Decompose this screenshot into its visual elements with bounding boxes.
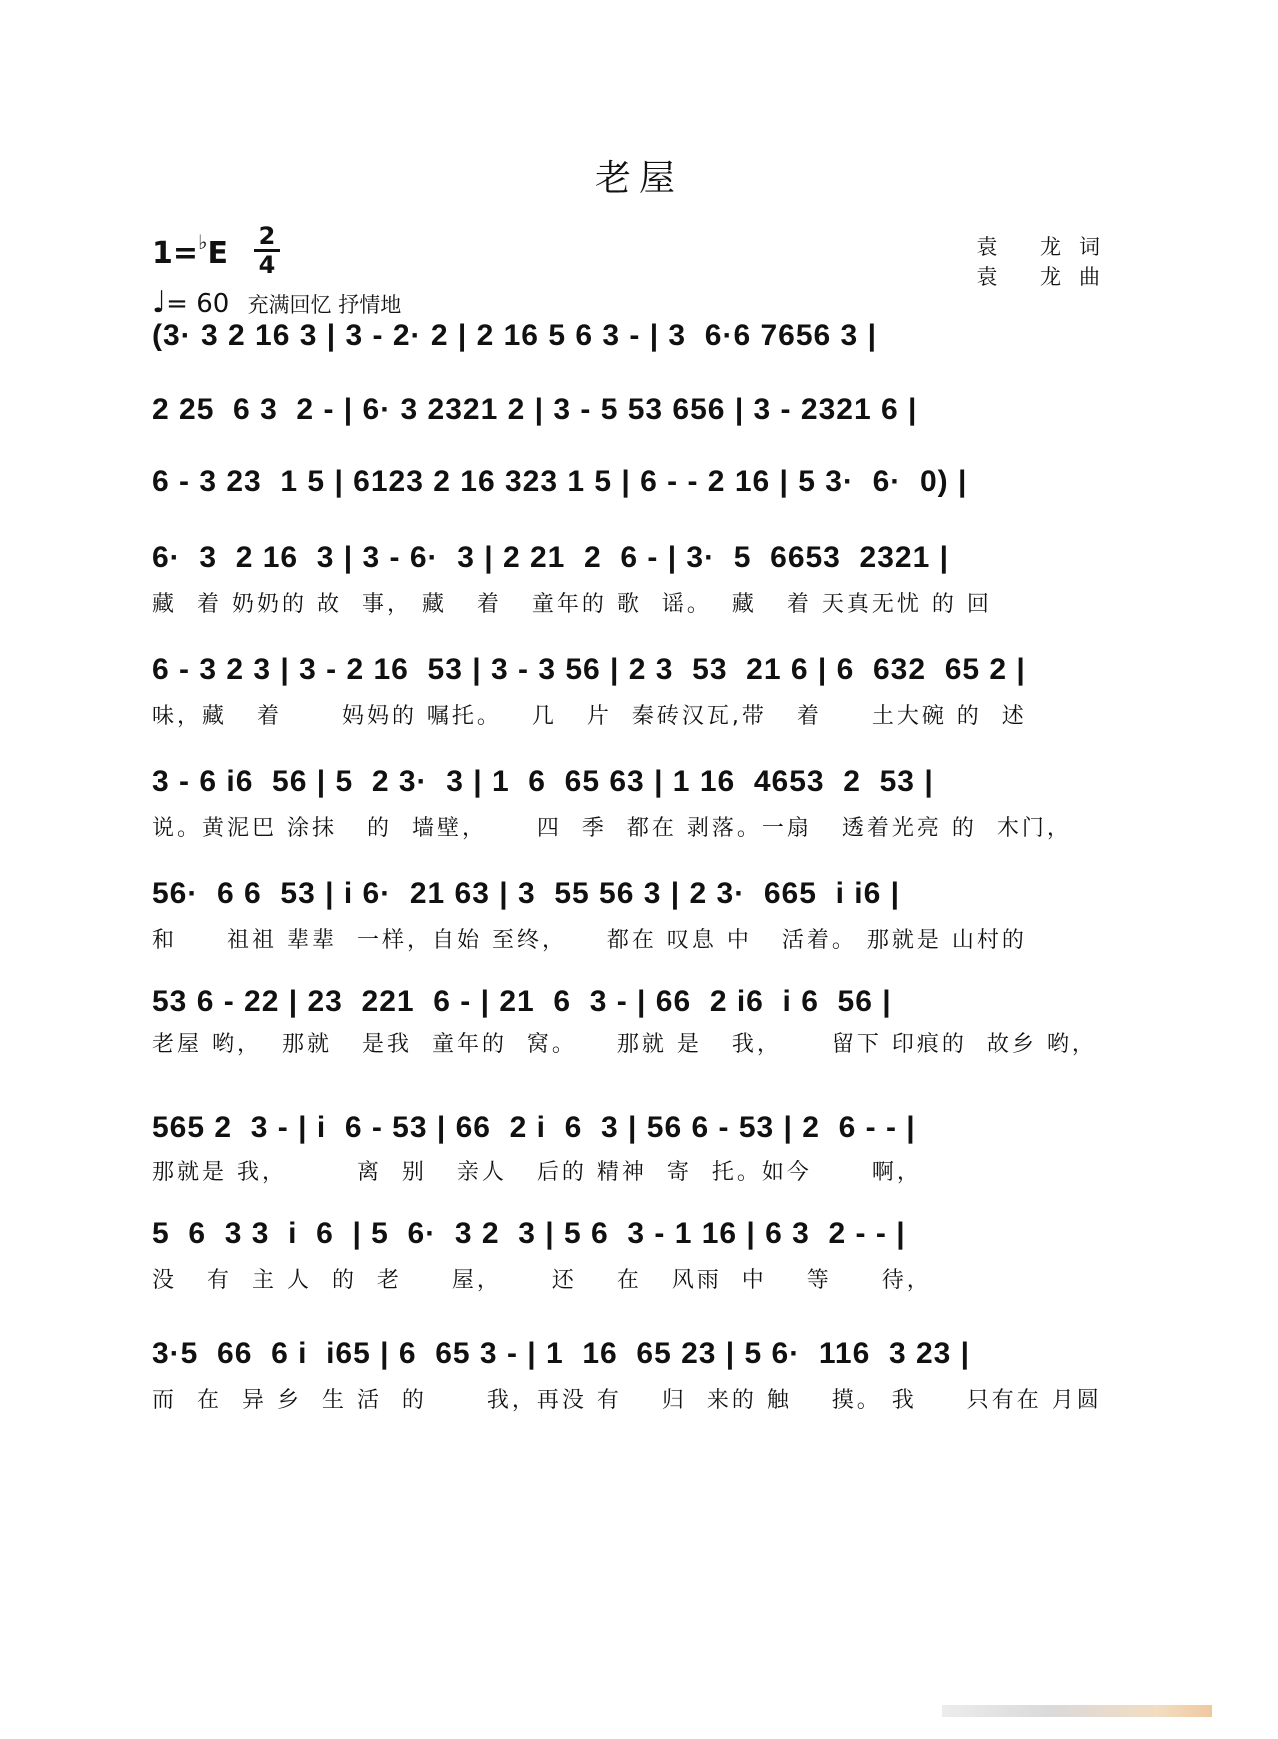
lyric-line: 味，藏 着 妈妈的 嘱托。 几 片 秦砖汉瓦,带 着 土大碗 的 述 (152, 704, 1027, 729)
notation-line: 565 2 3 - | i 6 - 53 | 66 2 i 6 3 | 56 6 - 53 | 2 6 - - | (152, 1111, 916, 1144)
lyric-line: 没 有 主 人 的 老 屋， 还 在 风雨 中 等 待， (152, 1268, 932, 1293)
key-prefix: 1= (152, 236, 199, 271)
watermark-strip (942, 1705, 1212, 1717)
lyric-line: 和 祖祖 辈辈 一样，自始 至终， 都在 叹息 中 活着。 那就是 山村的 (152, 928, 1027, 953)
notation-line: 3 - 6 i6 56 | 5 2 3· 3 | 1 6 65 63 | 1 16 4653 2 53 | (152, 765, 934, 798)
notation-line: 6· 3 2 16 3 | 3 - 6· 3 | 2 21 2 6 - | 3· 5 6653 2321 | (152, 541, 950, 574)
notation-line: 53 6 - 22 | 23 221 6 - | 21 6 3 - | 66 2 i6 i 6 56 | (152, 985, 892, 1018)
lyricist: 袁 龙词 (976, 235, 1118, 259)
notation-line: 6 - 3 23 1 5 | 6123 2 16 323 1 5 | 6 - - 2 16 | 5 3· 6· 0) | (152, 465, 968, 498)
lyric-line: 老屋 哟， 那就 是我 童年的 窝。 那就 是 我， 留下 印痕的 故乡 哟， (152, 1032, 1097, 1057)
notation-line: 2 25 6 3 2 - | 6· 3 2321 2 | 3 - 5 53 656 | 3 - 2321 6 | (152, 393, 918, 426)
lyric-line: 藏 着 奶奶的 故 事， 藏 着 童年的 歌 谣。 藏 着 天真无忧 的 回 (152, 592, 992, 617)
notation-line: (3· 3 2 16 3 | 3 - 2· 2 | 2 16 5 6 3 - | 3 6·6 7656 3 | (152, 319, 877, 352)
tempo-value: = 60 (166, 289, 230, 319)
credits (976, 232, 1118, 292)
flat-sign: ♭ (198, 230, 208, 254)
time-signature (254, 224, 280, 277)
meter-bottom: 4 (258, 251, 276, 279)
lyric-line: 而 在 异 乡 生 活 的 我，再没 有 归 来的 触 摸。 我 只有在 月圆 (152, 1388, 1102, 1413)
notation-line: 56· 6 6 53 | i 6· 21 63 | 3 55 56 3 | 2 3· 665 i i6 | (152, 877, 901, 910)
composer: 袁 龙曲 (976, 265, 1118, 289)
song-title: 老屋 (594, 158, 683, 199)
meter-top: 2 (258, 222, 276, 250)
notation-line: 5 6 3 3 i 6 | 5 6· 3 2 3 | 5 6 3 - 1 16 | 6 3 2 - - | (152, 1217, 906, 1250)
notation-line: 3·5 66 6 i i65 | 6 65 3 - | 1 16 65 23 | 5 6· 116 3 23 | (152, 1337, 971, 1370)
notation-line: 6 - 3 2 3 | 3 - 2 16 53 | 3 - 3 56 | 2 3 53 21 6 | 6 632 65 2 | (152, 653, 1026, 686)
lyric-line: 那就是 我， 离 别 亲人 后的 精神 寄 托。如今 啊， (152, 1160, 922, 1185)
lyric-line: 说。黄泥巴 涂抹 的 墙壁， 四 季 都在 剥落。一扇 透着光亮 的 木门， (152, 816, 1072, 841)
expression-marking: 充满回忆 抒情地 (247, 293, 402, 317)
tempo-marking (152, 285, 401, 320)
key-signature (152, 230, 228, 271)
quarter-note-icon: ♩ (152, 285, 167, 320)
key-note: E (207, 236, 228, 271)
